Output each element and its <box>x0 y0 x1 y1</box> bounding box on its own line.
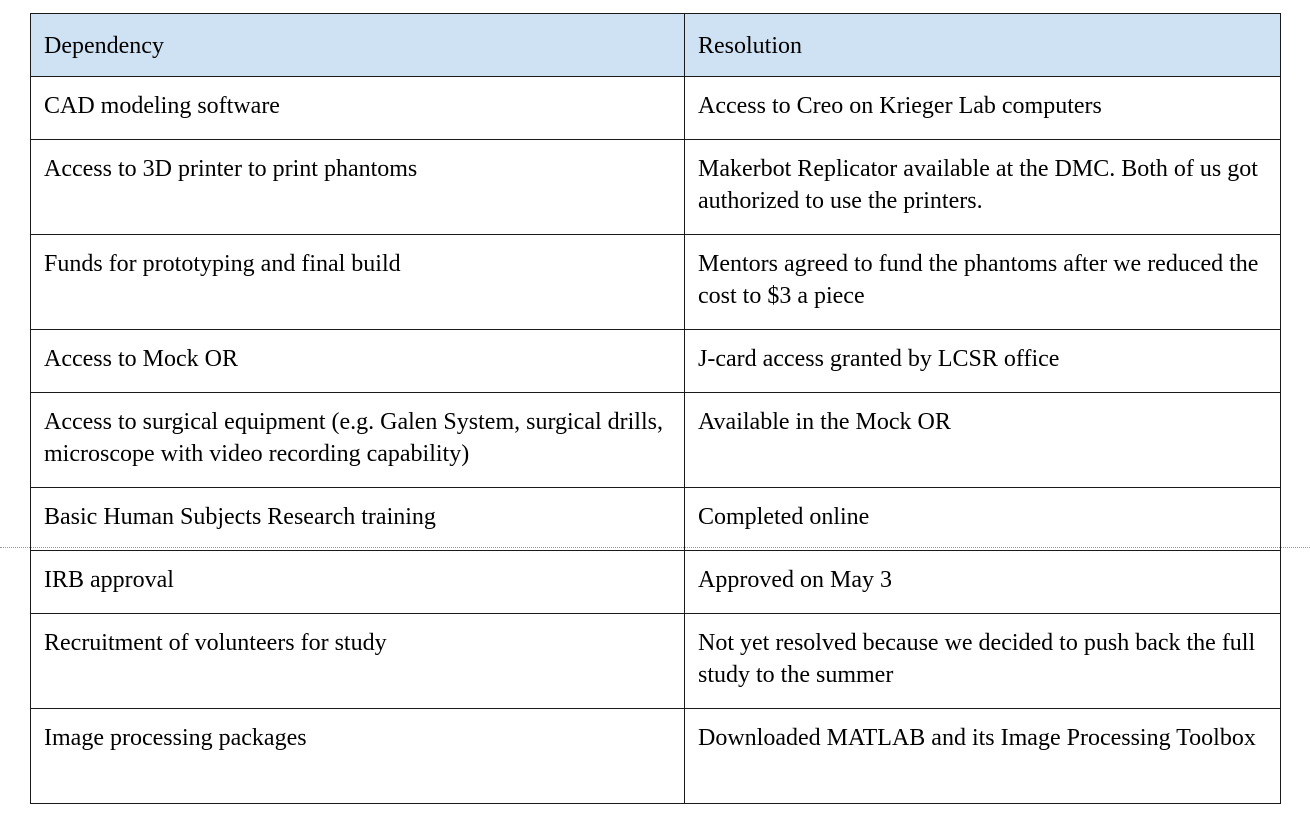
dependency-cell: Funds for prototyping and final build <box>31 235 685 330</box>
dependency-cell: Basic Human Subjects Research training <box>31 488 685 551</box>
dependency-cell: IRB approval <box>31 551 685 614</box>
resolution-cell: Approved on May 3 <box>685 551 1281 614</box>
table-row <box>31 393 1281 488</box>
resolution-cell: Access to Creo on Krieger Lab computers <box>685 77 1281 140</box>
dependency-cell: CAD modeling software <box>31 77 685 140</box>
header-resolution: Resolution <box>685 14 1281 77</box>
dependency-table <box>30 13 1281 804</box>
header-dependency: Dependency <box>31 14 685 77</box>
resolution-cell: Mentors agreed to fund the phantoms after we reduced the cost to $3 a piece <box>685 235 1281 330</box>
resolution-cell: J-card access granted by LCSR office <box>685 330 1281 393</box>
table-row <box>31 488 1281 551</box>
dependency-cell: Recruitment of volunteers for study <box>31 614 685 709</box>
dependency-cell: Access to 3D printer to print phantoms <box>31 140 685 235</box>
table-row <box>31 551 1281 614</box>
table-header-row <box>31 14 1281 77</box>
table-row <box>31 614 1281 709</box>
table-row <box>31 140 1281 235</box>
dependency-cell: Access to Mock OR <box>31 330 685 393</box>
resolution-cell: Makerbot Replicator available at the DMC. Both of us got authorized to use the printers. <box>685 140 1281 235</box>
dependency-cell: Image processing packages <box>31 709 685 804</box>
resolution-cell: Not yet resolved because we decided to push back the full study to the summer <box>685 614 1281 709</box>
table-row <box>31 235 1281 330</box>
table-row <box>31 709 1281 804</box>
resolution-cell: Available in the Mock OR <box>685 393 1281 488</box>
dependency-cell: Access to surgical equipment (e.g. Galen System, surgical drills, microscope with video recording capability) <box>31 393 685 488</box>
resolution-cell: Downloaded MATLAB and its Image Processing Toolbox <box>685 709 1281 804</box>
table-row <box>31 330 1281 393</box>
resolution-cell: Completed online <box>685 488 1281 551</box>
table-row <box>31 77 1281 140</box>
